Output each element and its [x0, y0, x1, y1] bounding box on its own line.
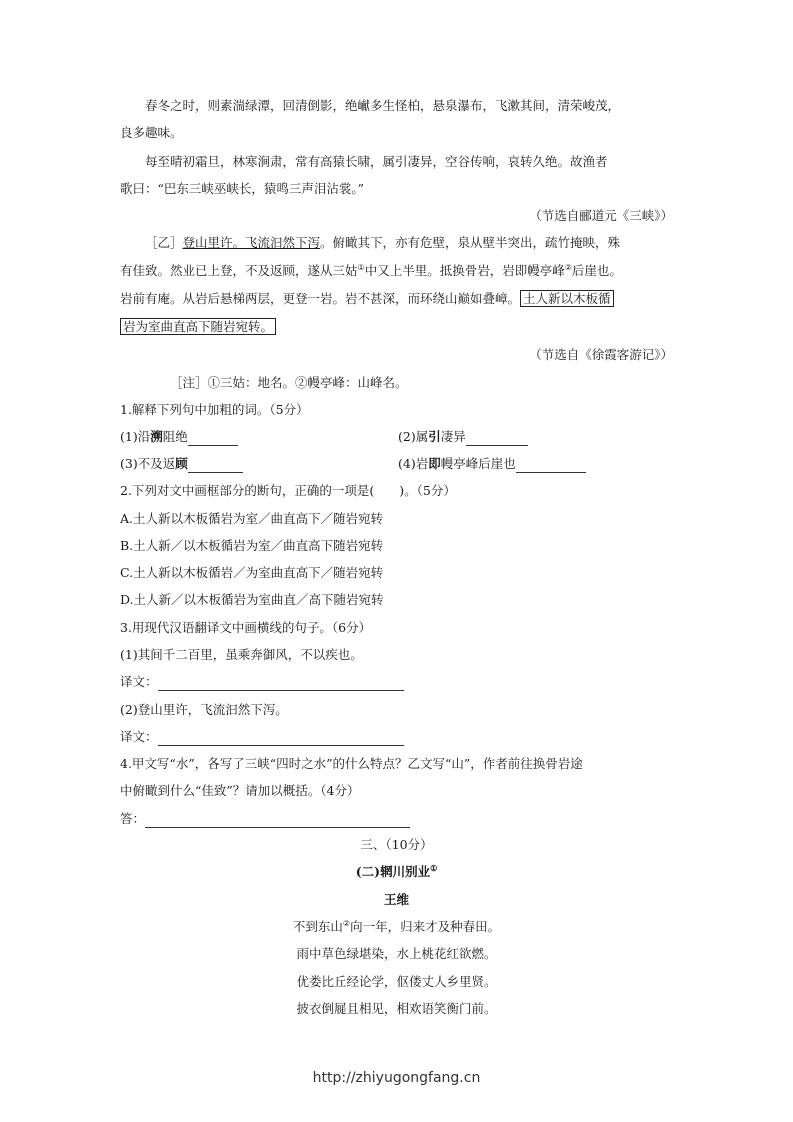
poem-line-1 — [0, 918, 793, 936]
q3-answer-row-2 — [120, 728, 404, 746]
q2-option-d[interactable]: D.土人新／以木板循岩为室曲直／高下随岩宛转 — [120, 592, 384, 607]
yi-note: ［注］①三姑：地名。②幔亭峰：山峰名。 — [170, 375, 408, 390]
yi-label: ［乙］ — [145, 235, 183, 250]
poem-line-2: 雨中草色绿堪染，水上桃花红欲燃。 — [296, 946, 497, 961]
q2-option-c[interactable]: C.土人新以木板循岩／为室曲直高下／随岩宛转 — [120, 565, 384, 580]
q2-option-b[interactable]: B.土人新／以木板循岩为室／曲直高下随岩宛转 — [120, 538, 384, 553]
yi-line3-pre: 岩前有庵。从岩后悬梯两层，更登一岩。岩不甚深，而环绕山巅如叠嶂。 — [120, 291, 521, 306]
yi-source: （节选自《徐霞客游记》） — [529, 347, 673, 362]
q1-1-answer-blank[interactable] — [188, 432, 238, 446]
yi-line3 — [120, 290, 614, 308]
yi-line2-mid: 中又上半里。抵换骨岩，岩即幔亭峰 — [364, 263, 565, 278]
q4-line1: 4.甲文写“水”，各写了三峡“四时之水”的什么特点？乙文写“山”，作者前往换骨岩途 — [120, 756, 583, 771]
q1-item-4 — [398, 455, 586, 473]
q1-1-bold: 溯 — [150, 429, 163, 444]
q1-1-post: 阻绝 — [162, 429, 188, 444]
q1-item-1 — [120, 428, 238, 446]
q2-title: 2.下列对文中画框部分的断句，正确的一项是( )。（5分） — [120, 483, 456, 498]
boxed-text-part1: 土人新以木板循 — [520, 290, 614, 307]
q2-option-a[interactable]: A.土人新以木板循岩为室／曲直高下／随岩宛转 — [120, 511, 384, 526]
jia-p2-line2: 歌曰：“巴东三峡巫峡长，猿鸣三声泪沾裳。” — [120, 181, 365, 196]
jia-p2-line1: 每至晴初霜旦，林寒涧肃，常有高猿长啸，属引凄异，空谷传响，哀转久绝。故渔者 — [145, 154, 608, 169]
q4-answer-row — [120, 810, 410, 828]
yi-line2 — [120, 262, 622, 280]
poem-line-1-pre: 不到东山 — [292, 919, 343, 934]
q1-3-answer-blank[interactable] — [188, 459, 243, 473]
q1-item-3 — [120, 455, 243, 473]
q1-1-pre: (1)沿 — [120, 429, 151, 444]
poem-line-3: 优娄比丘经论学，伛偻丈人乡里贤。 — [296, 974, 497, 989]
q4-answer-line[interactable] — [145, 814, 410, 828]
poem-title-text: (二)辋川别业 — [355, 864, 431, 879]
q1-2-bold: 引 — [428, 429, 441, 444]
q1-2-answer-blank[interactable] — [466, 432, 528, 446]
q3-sentence-2: (2)登山里许，飞流汩然下泻。 — [120, 702, 288, 717]
q4-line2: 中俯瞰到什么“佳致”？请加以概括。（4分） — [120, 783, 360, 798]
poem-line-1-note: ② — [342, 918, 351, 928]
q1-4-post: 幔亭峰后崖也 — [440, 456, 516, 471]
yi-line4 — [120, 318, 276, 336]
q3-answer-row-1 — [120, 673, 404, 691]
section-heading: 三、（10分） — [360, 837, 433, 852]
poem-line-4: 披衣倒屣且相见，相欢语笑衡门前。 — [296, 1001, 497, 1016]
jia-source: （节选自郦道元《三峡》） — [529, 208, 673, 223]
yi-line2-pre: 有佳致。然业已上登，不及返顾，遂从三姑 — [120, 263, 358, 278]
q1-item-2 — [398, 428, 528, 446]
q1-2-post: 凄异 — [440, 429, 466, 444]
note-marker-1: ① — [357, 262, 365, 272]
q3-answer-line-1[interactable] — [158, 677, 404, 691]
q3-answer-line-2[interactable] — [158, 732, 404, 746]
q1-3-pre: (3)不及返 — [120, 456, 176, 471]
q1-4-bold: 即 — [428, 456, 441, 471]
q1-4-pre: (4)岩 — [398, 456, 429, 471]
q1-3-bold: 顾 — [175, 456, 188, 471]
q3-answer-label-1: 译文： — [120, 674, 158, 689]
poem-line-1-post: 向一年，归来才及种春田。 — [350, 919, 501, 934]
poem-author: 王维 — [383, 892, 409, 907]
q1-2-pre: (2)属 — [398, 429, 429, 444]
yi-line1-rest: 。俯瞰其下，亦有危壁，泉从壁半突出，疏竹掩映，殊 — [320, 235, 621, 250]
poem-title-note: ① — [430, 862, 438, 873]
q3-answer-label-2: 译文： — [120, 729, 158, 744]
footer-url[interactable]: http://zhiyugongfang.cn — [312, 1070, 481, 1086]
q4-answer-label: 答： — [120, 811, 146, 826]
q3-sentence-1: (1)其间千二百里，虽乘奔御风，不以疾也。 — [120, 647, 363, 662]
poem-title — [0, 863, 793, 881]
yi-line2-post: 后崖也。 — [571, 263, 622, 278]
note-marker-2: ② — [564, 262, 572, 272]
jia-p1-line2: 良多趣味。 — [120, 125, 183, 140]
q1-4-answer-blank[interactable] — [516, 459, 586, 473]
q1-title: 1.解释下列句中加粗的词。（5分） — [120, 402, 309, 417]
boxed-text-part2: 岩为室曲直高下随岩宛转。 — [120, 318, 276, 335]
jia-p1-line1: 春冬之时，则素湍绿潭，回清倒影，绝𪩘多生怪柏，悬泉瀑布，飞漱其间，清荣峻茂， — [145, 98, 621, 113]
yi-underlined-sentence: 登山里许。飞流汩然下泻 — [182, 235, 321, 250]
q3-title: 3.用现代汉语翻译文中画横线的句子。（6分） — [120, 620, 372, 635]
yi-line1 — [145, 234, 620, 252]
